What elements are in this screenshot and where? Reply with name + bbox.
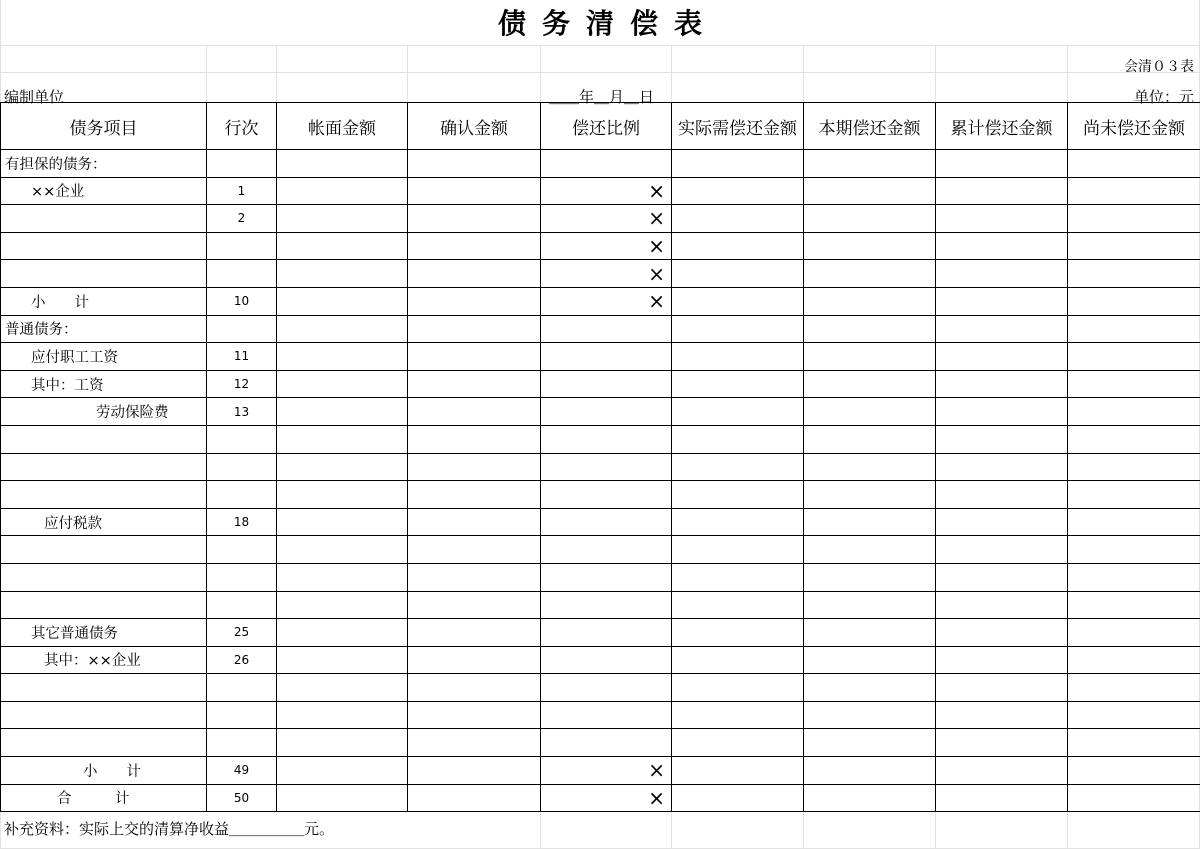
- confirmed-amount-cell[interactable]: [408, 150, 541, 178]
- repayment-ratio-cell[interactable]: [541, 619, 672, 647]
- actual-due-cell[interactable]: [672, 729, 804, 757]
- current-repayment-cell[interactable]: [804, 757, 936, 785]
- outstanding-cell[interactable]: [1068, 177, 1200, 205]
- confirmed-amount-cell[interactable]: [408, 646, 541, 674]
- column-header-current-repayment: 本期偿还金额: [804, 103, 936, 150]
- outstanding-cell[interactable]: [1068, 343, 1200, 371]
- actual-due-cell[interactable]: [672, 591, 804, 619]
- actual-due-cell[interactable]: [672, 232, 804, 260]
- gridline: [671, 806, 672, 849]
- current-repayment-cell[interactable]: [804, 674, 936, 702]
- current-repayment-cell[interactable]: [804, 343, 936, 371]
- current-repayment-cell[interactable]: [804, 232, 936, 260]
- line-number-cell[interactable]: [207, 481, 277, 509]
- book-amount-cell[interactable]: [277, 674, 408, 702]
- confirmed-amount-cell[interactable]: [408, 563, 541, 591]
- gridline: [540, 806, 541, 849]
- outstanding-cell[interactable]: [1068, 150, 1200, 178]
- actual-due-cell[interactable]: [672, 343, 804, 371]
- line-number-cell[interactable]: [207, 701, 277, 729]
- line-number-cell[interactable]: [207, 150, 277, 178]
- gridline: [803, 45, 804, 102]
- item-cell[interactable]: [1, 563, 207, 591]
- table-row: [1, 343, 1200, 371]
- cumulative-repayment-cell[interactable]: [936, 315, 1068, 343]
- repayment-ratio-cell[interactable]: ×: [541, 287, 672, 315]
- current-repayment-cell[interactable]: [804, 398, 936, 426]
- line-number-cell[interactable]: [207, 232, 277, 260]
- line-number-cell[interactable]: 18: [207, 508, 277, 536]
- line-number-cell[interactable]: [207, 563, 277, 591]
- item-cell[interactable]: 其中：××企业: [1, 646, 207, 674]
- actual-due-cell[interactable]: [672, 701, 804, 729]
- book-amount-cell[interactable]: [277, 646, 408, 674]
- cumulative-repayment-cell[interactable]: [936, 260, 1068, 288]
- cumulative-repayment-cell[interactable]: [936, 619, 1068, 647]
- form-code: 会清０３表: [1124, 59, 1194, 75]
- table-row: [1, 370, 1200, 398]
- current-repayment-cell[interactable]: [804, 150, 936, 178]
- current-repayment-cell[interactable]: [804, 260, 936, 288]
- line-number-cell[interactable]: 11: [207, 343, 277, 371]
- current-repayment-cell[interactable]: [804, 315, 936, 343]
- repayment-ratio-cell[interactable]: [541, 563, 672, 591]
- item-cell[interactable]: [1, 591, 207, 619]
- table-row: [1, 205, 1200, 233]
- item-cell[interactable]: 有担保的债务：: [1, 150, 207, 178]
- outstanding-cell[interactable]: [1068, 508, 1200, 536]
- confirmed-amount-cell[interactable]: [408, 177, 541, 205]
- actual-due-cell[interactable]: [672, 177, 804, 205]
- confirmed-amount-cell[interactable]: [408, 370, 541, 398]
- line-number-cell[interactable]: [207, 315, 277, 343]
- confirmed-amount-cell[interactable]: [408, 784, 541, 812]
- book-amount-cell[interactable]: [277, 453, 408, 481]
- current-repayment-cell[interactable]: [804, 425, 936, 453]
- table-row: [1, 729, 1200, 757]
- table-row: [1, 232, 1200, 260]
- column-header-line-no: 行次: [207, 103, 277, 150]
- table-row: [1, 453, 1200, 481]
- table-row: [1, 536, 1200, 564]
- confirmed-amount-cell[interactable]: [408, 701, 541, 729]
- repayment-ratio-cell[interactable]: [541, 674, 672, 702]
- line-number-cell[interactable]: 1: [207, 177, 277, 205]
- repayment-ratio-cell[interactable]: [541, 729, 672, 757]
- table-row: [1, 177, 1200, 205]
- actual-due-cell[interactable]: [672, 563, 804, 591]
- table-row: [1, 287, 1200, 315]
- book-amount-cell[interactable]: [277, 784, 408, 812]
- cumulative-repayment-cell[interactable]: [936, 701, 1068, 729]
- book-amount-cell[interactable]: [277, 508, 408, 536]
- line-number-cell[interactable]: [207, 729, 277, 757]
- gridline: [1067, 45, 1068, 102]
- book-amount-cell[interactable]: [277, 150, 408, 178]
- gridline: [803, 806, 804, 849]
- item-cell[interactable]: [1, 701, 207, 729]
- actual-due-cell[interactable]: [672, 674, 804, 702]
- outstanding-cell[interactable]: [1068, 674, 1200, 702]
- line-number-cell[interactable]: 50: [207, 784, 277, 812]
- current-repayment-cell[interactable]: [804, 784, 936, 812]
- cumulative-repayment-cell[interactable]: [936, 536, 1068, 564]
- cumulative-repayment-cell[interactable]: [936, 757, 1068, 785]
- item-cell[interactable]: 应付职工工资: [1, 343, 207, 371]
- confirmed-amount-cell[interactable]: [408, 425, 541, 453]
- book-amount-cell[interactable]: [277, 370, 408, 398]
- outstanding-cell[interactable]: [1068, 232, 1200, 260]
- book-amount-cell[interactable]: [277, 757, 408, 785]
- gridline: [0, 72, 1200, 73]
- repayment-ratio-cell[interactable]: ×: [541, 260, 672, 288]
- current-repayment-cell[interactable]: [804, 370, 936, 398]
- repayment-ratio-cell[interactable]: ×: [541, 232, 672, 260]
- confirmed-amount-cell[interactable]: [408, 508, 541, 536]
- cumulative-repayment-cell[interactable]: [936, 425, 1068, 453]
- current-repayment-cell[interactable]: [804, 619, 936, 647]
- outstanding-cell[interactable]: [1068, 591, 1200, 619]
- item-cell[interactable]: 其中：工资: [1, 370, 207, 398]
- confirmed-amount-cell[interactable]: [408, 729, 541, 757]
- current-repayment-cell[interactable]: [804, 729, 936, 757]
- book-amount-cell[interactable]: [277, 315, 408, 343]
- item-cell[interactable]: ××企业: [1, 177, 207, 205]
- line-number-cell[interactable]: [207, 536, 277, 564]
- line-number-cell[interactable]: 26: [207, 646, 277, 674]
- current-repayment-cell[interactable]: [804, 205, 936, 233]
- current-repayment-cell[interactable]: [804, 481, 936, 509]
- gridline: [935, 45, 936, 102]
- cumulative-repayment-cell[interactable]: [936, 232, 1068, 260]
- item-cell[interactable]: 劳动保险费: [1, 398, 207, 426]
- cumulative-repayment-cell[interactable]: [936, 287, 1068, 315]
- table-row: [1, 619, 1200, 647]
- gridline: [407, 45, 408, 102]
- cumulative-repayment-cell[interactable]: [936, 481, 1068, 509]
- column-header-confirmed-amount: 确认金额: [408, 103, 541, 150]
- line-number-cell[interactable]: [207, 674, 277, 702]
- column-header-item: 债务项目: [1, 103, 207, 150]
- actual-due-cell[interactable]: [672, 784, 804, 812]
- current-repayment-cell[interactable]: [804, 177, 936, 205]
- outstanding-cell[interactable]: [1068, 619, 1200, 647]
- repayment-ratio-cell[interactable]: [541, 150, 672, 178]
- actual-due-cell[interactable]: [672, 370, 804, 398]
- book-amount-cell[interactable]: [277, 536, 408, 564]
- table-row: [1, 701, 1200, 729]
- outstanding-cell[interactable]: [1068, 398, 1200, 426]
- cumulative-repayment-cell[interactable]: [936, 508, 1068, 536]
- current-repayment-cell[interactable]: [804, 591, 936, 619]
- actual-due-cell[interactable]: [672, 646, 804, 674]
- outstanding-cell[interactable]: [1068, 646, 1200, 674]
- cumulative-repayment-cell[interactable]: [936, 370, 1068, 398]
- actual-due-cell[interactable]: [672, 453, 804, 481]
- line-number-cell[interactable]: [207, 591, 277, 619]
- repayment-ratio-cell[interactable]: [541, 425, 672, 453]
- confirmed-amount-cell[interactable]: [408, 343, 541, 371]
- item-cell[interactable]: 合 计: [1, 784, 207, 812]
- actual-due-cell[interactable]: [672, 619, 804, 647]
- outstanding-cell[interactable]: [1068, 563, 1200, 591]
- line-number-cell[interactable]: [207, 260, 277, 288]
- cumulative-repayment-cell[interactable]: [936, 729, 1068, 757]
- confirmed-amount-cell[interactable]: [408, 232, 541, 260]
- cumulative-repayment-cell[interactable]: [936, 784, 1068, 812]
- line-number-cell[interactable]: [207, 453, 277, 481]
- cumulative-repayment-cell[interactable]: [936, 205, 1068, 233]
- line-number-cell[interactable]: 2: [207, 205, 277, 233]
- column-header-outstanding: 尚未偿还金额: [1068, 103, 1200, 150]
- item-cell[interactable]: 普通债务：: [1, 315, 207, 343]
- repayment-ratio-cell[interactable]: [541, 343, 672, 371]
- confirmed-amount-cell[interactable]: [408, 260, 541, 288]
- cumulative-repayment-cell[interactable]: [936, 150, 1068, 178]
- gridline: [0, 45, 1200, 46]
- cumulative-repayment-cell[interactable]: [936, 398, 1068, 426]
- item-cell[interactable]: [1, 536, 207, 564]
- item-cell[interactable]: [1, 232, 207, 260]
- book-amount-cell[interactable]: [277, 563, 408, 591]
- book-amount-cell[interactable]: [277, 398, 408, 426]
- cumulative-repayment-cell[interactable]: [936, 674, 1068, 702]
- actual-due-cell[interactable]: [672, 481, 804, 509]
- table-row: [1, 398, 1200, 426]
- outstanding-cell[interactable]: [1068, 784, 1200, 812]
- currency-unit: 单位：元: [1133, 88, 1194, 106]
- item-cell[interactable]: [1, 260, 207, 288]
- item-cell[interactable]: [1, 729, 207, 757]
- item-cell[interactable]: 应付税款: [1, 508, 207, 536]
- book-amount-cell[interactable]: [277, 619, 408, 647]
- book-amount-cell[interactable]: [277, 701, 408, 729]
- gridline: [276, 45, 277, 102]
- debt-settlement-table: [0, 102, 1200, 812]
- repayment-ratio-cell[interactable]: [541, 398, 672, 426]
- item-cell[interactable]: [1, 674, 207, 702]
- outstanding-cell[interactable]: [1068, 453, 1200, 481]
- gridline: [540, 45, 541, 102]
- book-amount-cell[interactable]: [277, 729, 408, 757]
- current-repayment-cell[interactable]: [804, 287, 936, 315]
- line-number-cell[interactable]: 49: [207, 757, 277, 785]
- actual-due-cell[interactable]: [672, 150, 804, 178]
- current-repayment-cell[interactable]: [804, 536, 936, 564]
- repayment-ratio-cell[interactable]: [541, 453, 672, 481]
- outstanding-cell[interactable]: [1068, 287, 1200, 315]
- column-header-actual-due: 实际需偿还金额: [672, 103, 804, 150]
- preparer-label: 编制单位: [4, 88, 65, 106]
- repayment-ratio-cell[interactable]: [541, 701, 672, 729]
- confirmed-amount-cell[interactable]: [408, 757, 541, 785]
- current-repayment-cell[interactable]: [804, 701, 936, 729]
- report-date: ＿＿年＿月＿日: [549, 88, 655, 106]
- column-header-cumulative-repayment: 累计偿还金额: [936, 103, 1068, 150]
- current-repayment-cell[interactable]: [804, 453, 936, 481]
- outstanding-cell[interactable]: [1068, 536, 1200, 564]
- line-number-cell[interactable]: 13: [207, 398, 277, 426]
- actual-due-cell[interactable]: [672, 425, 804, 453]
- table-row: [1, 315, 1200, 343]
- confirmed-amount-cell[interactable]: [408, 453, 541, 481]
- outstanding-cell[interactable]: [1068, 205, 1200, 233]
- current-repayment-cell[interactable]: [804, 563, 936, 591]
- column-header-book-amount: 帐面金额: [277, 103, 408, 150]
- cumulative-repayment-cell[interactable]: [936, 563, 1068, 591]
- confirmed-amount-cell[interactable]: [408, 205, 541, 233]
- table-row: [1, 784, 1200, 812]
- table-row: [1, 260, 1200, 288]
- table-row: [1, 425, 1200, 453]
- confirmed-amount-cell[interactable]: [408, 481, 541, 509]
- item-cell[interactable]: [1, 481, 207, 509]
- table-row: [1, 150, 1200, 178]
- repayment-ratio-cell[interactable]: [541, 591, 672, 619]
- repayment-ratio-cell[interactable]: ×: [541, 757, 672, 785]
- repayment-ratio-cell[interactable]: [541, 536, 672, 564]
- actual-due-cell[interactable]: [672, 315, 804, 343]
- item-cell[interactable]: [1, 205, 207, 233]
- actual-due-cell[interactable]: [672, 398, 804, 426]
- actual-due-cell[interactable]: [672, 260, 804, 288]
- table-row: [1, 757, 1200, 785]
- item-cell[interactable]: [1, 453, 207, 481]
- gridline: [671, 45, 672, 102]
- repayment-ratio-cell[interactable]: [541, 481, 672, 509]
- confirmed-amount-cell[interactable]: [408, 674, 541, 702]
- cumulative-repayment-cell[interactable]: [936, 453, 1068, 481]
- gridline: [935, 806, 936, 849]
- cumulative-repayment-cell[interactable]: [936, 177, 1068, 205]
- item-cell[interactable]: 小 计: [1, 287, 207, 315]
- item-cell[interactable]: 其它普通债务: [1, 619, 207, 647]
- page-title: 债务清偿表: [497, 7, 718, 40]
- item-cell[interactable]: [1, 425, 207, 453]
- confirmed-amount-cell[interactable]: [408, 287, 541, 315]
- outstanding-cell[interactable]: [1068, 425, 1200, 453]
- book-amount-cell[interactable]: [277, 177, 408, 205]
- confirmed-amount-cell[interactable]: [408, 536, 541, 564]
- outstanding-cell[interactable]: [1068, 729, 1200, 757]
- table-row: [1, 646, 1200, 674]
- supplementary-note: 补充资料：实际上交的清算净收益＿＿＿＿＿元。: [4, 820, 335, 838]
- line-number-cell[interactable]: 12: [207, 370, 277, 398]
- repayment-ratio-cell[interactable]: [541, 315, 672, 343]
- actual-due-cell[interactable]: [672, 536, 804, 564]
- confirmed-amount-cell[interactable]: [408, 398, 541, 426]
- line-number-cell[interactable]: [207, 425, 277, 453]
- book-amount-cell[interactable]: [277, 481, 408, 509]
- book-amount-cell[interactable]: [277, 425, 408, 453]
- book-amount-cell[interactable]: [277, 287, 408, 315]
- column-header-repayment-ratio: 偿还比例: [541, 103, 672, 150]
- gridline: [1067, 806, 1068, 849]
- header-row: [1, 103, 1200, 150]
- cumulative-repayment-cell[interactable]: [936, 591, 1068, 619]
- repayment-ratio-cell[interactable]: [541, 646, 672, 674]
- line-number-cell[interactable]: 25: [207, 619, 277, 647]
- table-row: [1, 508, 1200, 536]
- cumulative-repayment-cell[interactable]: [936, 343, 1068, 371]
- table-row: [1, 674, 1200, 702]
- actual-due-cell[interactable]: [672, 757, 804, 785]
- line-number-cell[interactable]: 10: [207, 287, 277, 315]
- item-cell[interactable]: 小 计: [1, 757, 207, 785]
- current-repayment-cell[interactable]: [804, 646, 936, 674]
- outstanding-cell[interactable]: [1068, 757, 1200, 785]
- book-amount-cell[interactable]: [277, 232, 408, 260]
- table-row: [1, 481, 1200, 509]
- table-row: [1, 591, 1200, 619]
- cumulative-repayment-cell[interactable]: [936, 646, 1068, 674]
- confirmed-amount-cell[interactable]: [408, 591, 541, 619]
- gridline: [206, 45, 207, 102]
- table-row: [1, 563, 1200, 591]
- repayment-ratio-cell[interactable]: ×: [541, 177, 672, 205]
- repayment-ratio-cell[interactable]: ×: [541, 205, 672, 233]
- current-repayment-cell[interactable]: [804, 508, 936, 536]
- book-amount-cell[interactable]: [277, 343, 408, 371]
- outstanding-cell[interactable]: [1068, 701, 1200, 729]
- outstanding-cell[interactable]: [1068, 315, 1200, 343]
- repayment-ratio-cell[interactable]: [541, 370, 672, 398]
- actual-due-cell[interactable]: [672, 287, 804, 315]
- repayment-ratio-cell[interactable]: [541, 508, 672, 536]
- actual-due-cell[interactable]: [672, 508, 804, 536]
- book-amount-cell[interactable]: [277, 205, 408, 233]
- book-amount-cell[interactable]: [277, 591, 408, 619]
- confirmed-amount-cell[interactable]: [408, 315, 541, 343]
- repayment-ratio-cell[interactable]: ×: [541, 784, 672, 812]
- outstanding-cell[interactable]: [1068, 260, 1200, 288]
- actual-due-cell[interactable]: [672, 205, 804, 233]
- outstanding-cell[interactable]: [1068, 370, 1200, 398]
- outstanding-cell[interactable]: [1068, 481, 1200, 509]
- book-amount-cell[interactable]: [277, 260, 408, 288]
- confirmed-amount-cell[interactable]: [408, 619, 541, 647]
